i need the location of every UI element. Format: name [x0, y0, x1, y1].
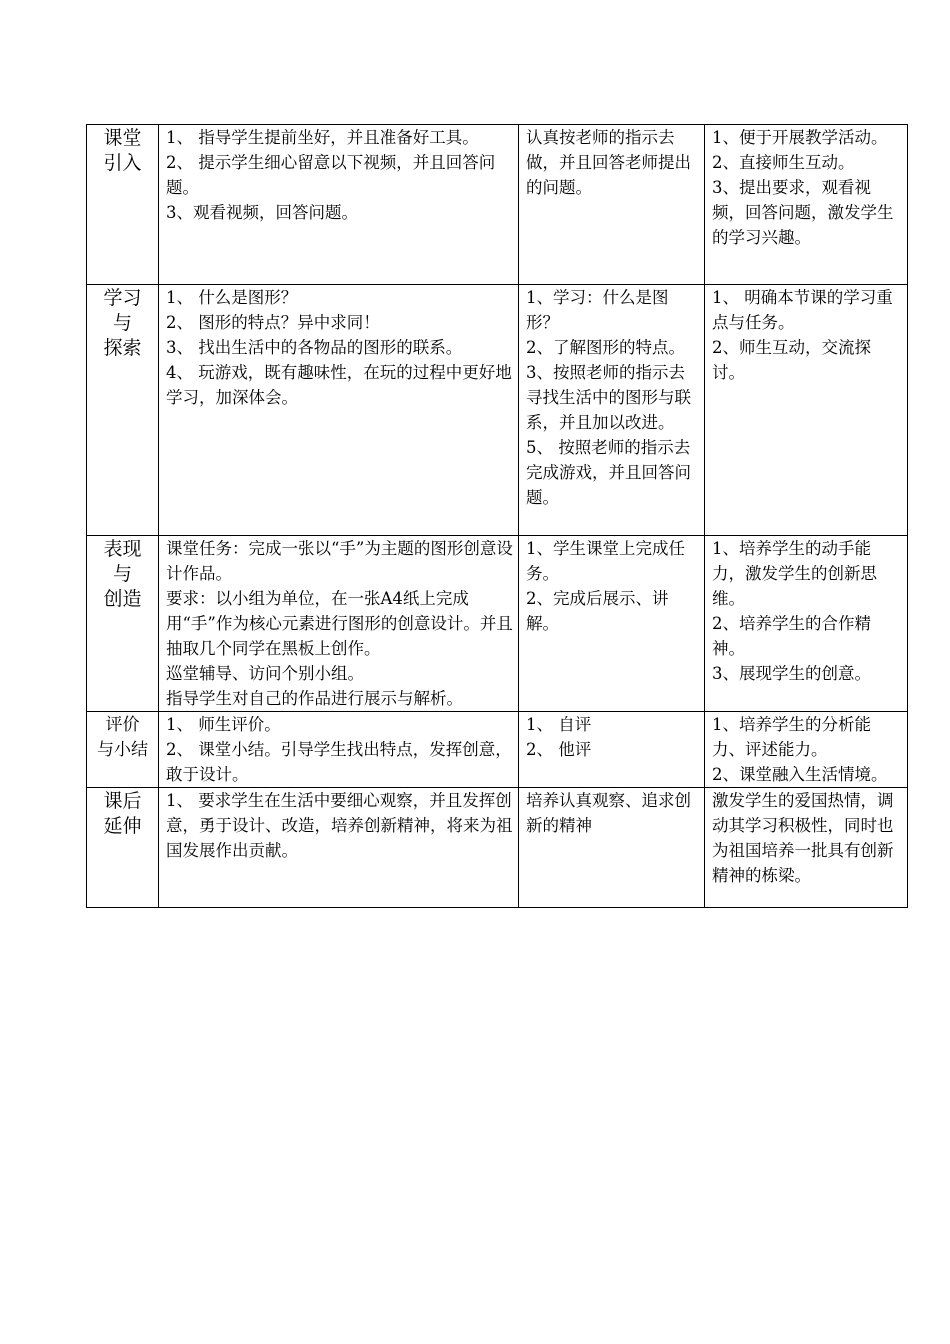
text-line: 1、 师生评价。: [166, 715, 281, 734]
text-line: 3、 找出生活中的各物品的图形的联系。: [166, 338, 463, 357]
teacher-activity-cell: [159, 285, 519, 536]
table-row: [87, 125, 908, 285]
table-row: [87, 536, 908, 712]
text-line: 1、培养学生的动手能力，激发学生的创新思维。: [712, 539, 877, 608]
table-row: [87, 285, 908, 536]
stage-label: 课后: [103, 790, 142, 812]
text-line: 2、直接师生互动。: [712, 153, 855, 172]
text-line: 激发学生的爱国热情，调动其学习积极性，同时也为祖国培养一批具有创新精神的栋梁。: [712, 791, 894, 885]
stage-label: 学习: [103, 287, 142, 309]
teacher-activity-cell: [159, 712, 519, 788]
student-activity-cell: [519, 536, 705, 712]
stage-label: 探索: [103, 337, 142, 359]
text-line: 2、 课堂小结。引导学生找出特点，发挥创意，敢于设计。: [166, 740, 512, 784]
text-line: 1、 明确本节课的学习重点与任务。: [712, 288, 893, 332]
stage-label: 创造: [103, 588, 142, 610]
teacher-activity-cell: [159, 125, 519, 285]
text-line: 1、学习：什么是图形？: [526, 288, 669, 332]
text-line: 指导学生对自己的作品进行展示与解析。: [166, 689, 463, 708]
design-intent-cell: [705, 712, 908, 788]
stage-cell: [87, 536, 159, 712]
text-line: 3、按照老师的指示去寻找生活中的图形与联系，并且加以改进。: [526, 363, 691, 432]
teacher-activity-cell: [159, 788, 519, 908]
text-line: 1、 要求学生在生活中要细心观察，并且发挥创意，勇于设计、改造，培养创新精神，将来为祖国发展作出贡献。: [166, 791, 513, 860]
text-line: 1、 什么是图形？: [166, 288, 298, 307]
text-line: 3、提出要求，观看视频，回答问题，激发学生的学习兴趣。: [712, 178, 894, 247]
text-line: 4、 玩游戏，既有趣味性，在玩的过程中更好地学习，加深体会。: [166, 363, 512, 407]
stage-cell: [87, 125, 159, 285]
text-line: 5、 按照老师的指示去完成游戏，并且回答问题。: [526, 438, 691, 507]
design-intent-cell: [705, 125, 908, 285]
text-line: 3、观看视频，回答问题。: [166, 203, 358, 222]
text-line: 2、 图形的特点？异中求同！: [166, 313, 380, 332]
text-line: 巡堂辅导、访问个别小组。: [166, 664, 364, 683]
student-activity-cell: [519, 788, 705, 908]
table-row: [87, 788, 908, 908]
student-activity-cell: [519, 285, 705, 536]
student-activity-cell: [519, 125, 705, 285]
text-line: 要求：以小组为单位，在一张A4纸上完成用“手”作为核心元素进行图形的创意设计。并且抽取几个同学在黑板上创作。: [166, 589, 513, 658]
stage-label: 课堂: [103, 127, 142, 149]
text-line: 1、学生课堂上完成任务。: [526, 539, 685, 583]
stage-label: 表现: [103, 538, 142, 560]
stage-cell: [87, 285, 159, 536]
text-line: 培养认真观察、追求创新的精神: [526, 791, 691, 835]
stage-label: 与: [112, 312, 132, 334]
design-intent-cell: [705, 285, 908, 536]
stage-cell: [87, 788, 159, 908]
text-line: 2、完成后展示、讲解。: [526, 589, 669, 633]
text-line: 2、了解图形的特点。: [526, 338, 685, 357]
text-line: 认真按老师的指示去做，并且回答老师提出的问题。: [526, 128, 691, 197]
stage-cell: [87, 712, 159, 788]
text-line: 2、 提示学生细心留意以下视频，并且回答问题。: [166, 153, 496, 197]
text-line: 1、 指导学生提前坐好，并且准备好工具。: [166, 128, 479, 147]
stage-label: 评价: [105, 715, 140, 735]
design-intent-cell: [705, 788, 908, 908]
text-line: 2、师生互动，交流探讨。: [712, 338, 871, 382]
student-activity-cell: [519, 712, 705, 788]
text-line: 课堂任务：完成一张以“手”为主题的图形创意设计作品。: [166, 539, 513, 583]
text-line: 3、展现学生的创意。: [712, 664, 871, 683]
text-line: 1、便于开展教学活动。: [712, 128, 888, 147]
table-row: [87, 712, 908, 788]
text-line: 2、课堂融入生活情境。: [712, 765, 888, 784]
teacher-activity-cell: [159, 536, 519, 712]
text-line: 1、培养学生的分析能力、评述能力。: [712, 715, 871, 759]
lesson-plan-table: [86, 124, 908, 908]
stage-label: 与: [112, 563, 132, 585]
text-line: 2、培养学生的合作精神。: [712, 614, 871, 658]
text-line: 2、 他评: [526, 740, 592, 759]
text-line: 1、 自评: [526, 715, 592, 734]
stage-label: 与小结: [97, 740, 148, 760]
stage-label: 延伸: [103, 815, 142, 837]
design-intent-cell: [705, 536, 908, 712]
stage-label: 引入: [103, 152, 142, 174]
